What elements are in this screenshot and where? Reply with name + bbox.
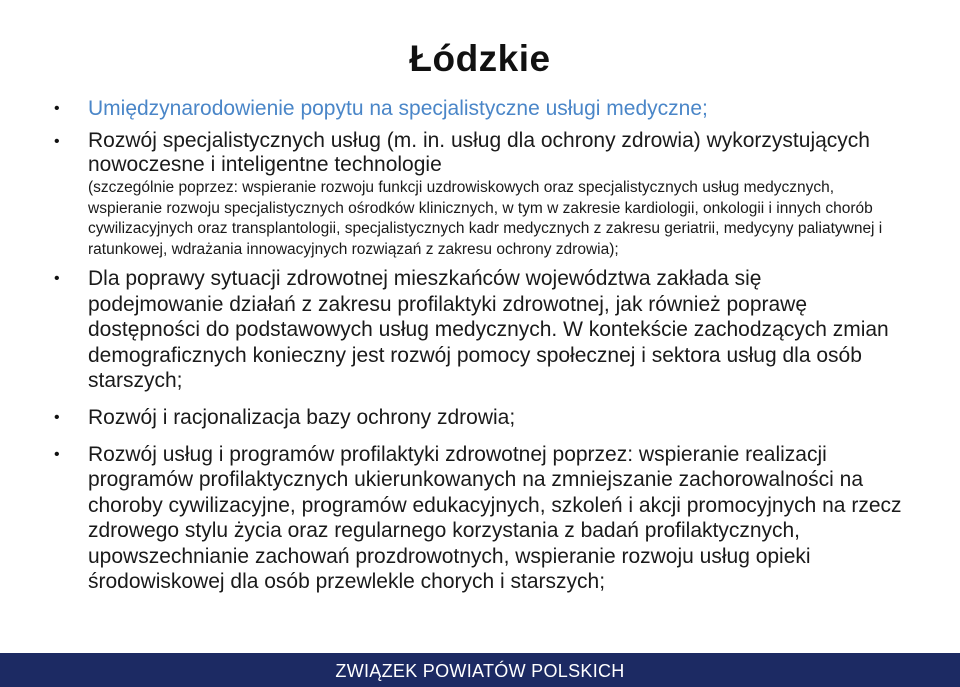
bullet-text: Rozwój i racjonalizacja bazy ochrony zdrowia; [88, 405, 516, 429]
bullet-text: Dla poprawy sytuacji zdrowotnej mieszkańców województwa zakłada się podejmowanie działań z zakresu profilaktyki zdrowotnej, jak również poprawę dostępności do podstawowych usług medycznych. W kontekście zachodzących zmian demograficznych konieczny jest rozwój pomocy społecznej i sektora usług dla osób starszych; [88, 267, 889, 392]
footer-bar [0, 653, 960, 687]
bullet-text: Rozwój usług i programów profilaktyki zdrowotnej poprzez: wspieranie realizacji programów profilaktycznych ukierunkowanych na zmniejszanie zachorowalności na choroby cywilizacyjne, programów edukacyjnych, szkoleń i akcji promocyjnych na rzecz zdrowego stylu życia oraz regularnego korzystania z badań profilaktycznych, upowszechnianie zachowań prozdrowotnych, wspieranie rozwoju usług opieki środowiskowej dla osób przewlekle chorych i starszych; [88, 442, 902, 593]
footer-text: ZWIĄZEK POWIATÓW POLSKICH [335, 661, 625, 681]
bullet-dot-icon: • [54, 408, 60, 426]
bullet-item [52, 266, 902, 394]
bullet-item [52, 405, 902, 431]
bullet-item [52, 96, 902, 122]
bullet-text: Umiędzynarodowienie popytu na specjalistyczne usługi medyczne; [88, 97, 708, 120]
slide-title: Łódzkie [409, 38, 551, 79]
bullet-list [52, 96, 902, 595]
bullet-dot-icon: • [54, 445, 60, 463]
bullet-item [52, 442, 902, 595]
bullet-subtext: (szczególnie poprzez: wspieranie rozwoju funkcji uzdrowiskowych oraz specjalistycznych usług medycznych, wspieranie rozwoju specjalistycznych ośrodków klinicznych, w tym w zakresie kardiologii, onkologii i innych chorób cywilizacyjnych oraz transplantologii, specjalistycznych kadr medycznych z zakresu geriatrii, medycyny paliatywnej i ratunkowej, wdrażania innowacyjnych rozwiązań z zakresu ochrony zdrowia); [88, 179, 883, 258]
bullet-dot-icon: • [54, 100, 60, 117]
bullet-dot-icon: • [54, 270, 60, 287]
bullet-text: Rozwój specjalistycznych usług (m. in. usług dla ochrony zdrowia) wykorzystujących nowoczesne i inteligentne technologie [88, 129, 870, 176]
bullet-item [52, 129, 902, 260]
bullet-dot-icon: • [54, 133, 60, 150]
